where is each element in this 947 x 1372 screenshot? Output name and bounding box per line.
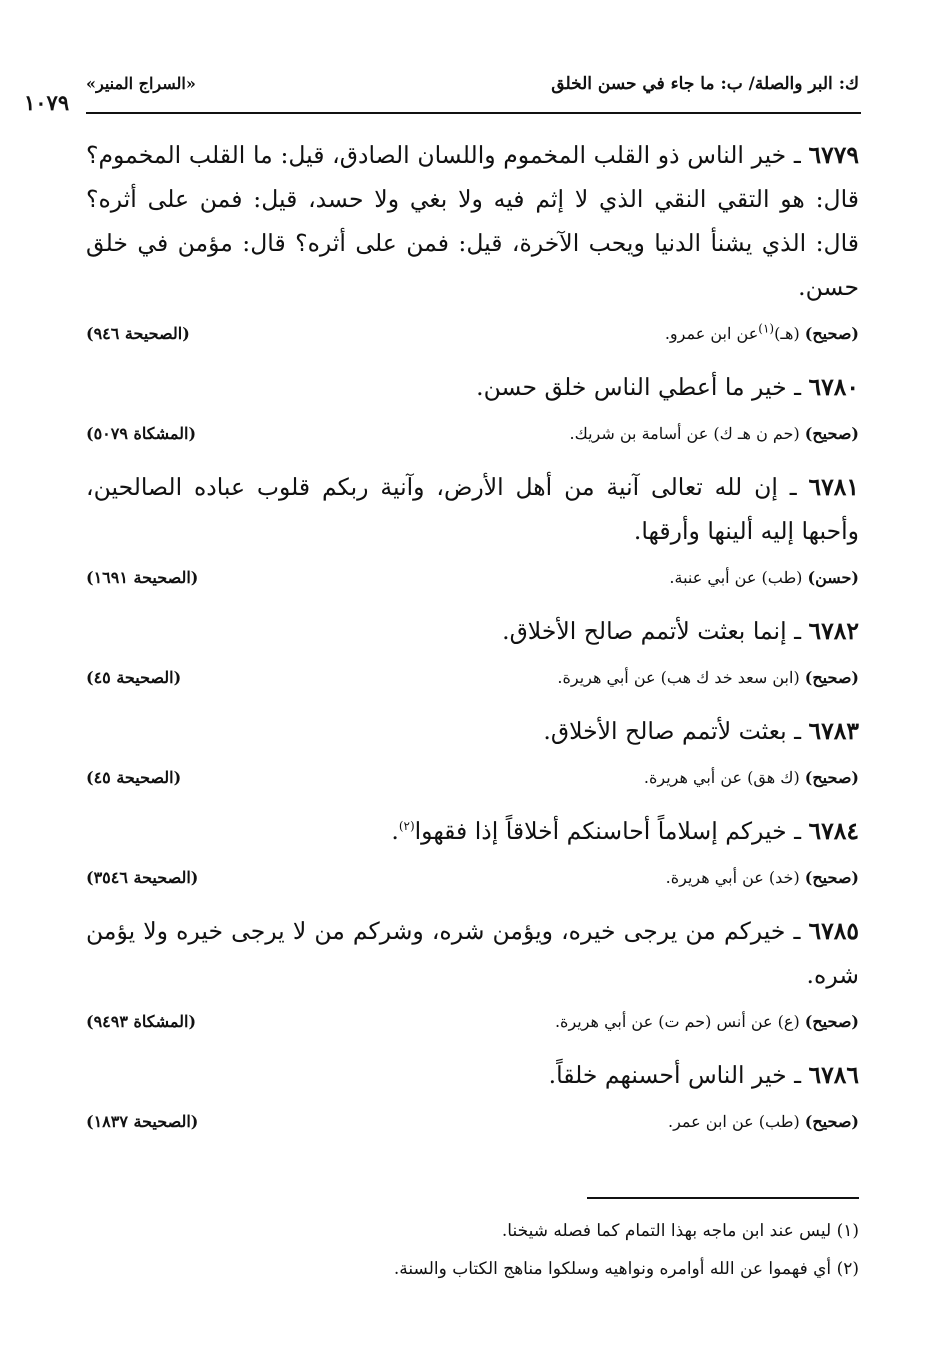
dash: ـ — [794, 717, 802, 745]
hadith-end: . — [391, 817, 399, 845]
header-divider — [86, 112, 861, 114]
hadith-entry — [86, 365, 859, 447]
hadith-entry — [86, 709, 859, 791]
hadith-text — [86, 1053, 859, 1097]
hadith-number: ٦٧٨٢ — [808, 617, 859, 645]
hadith-entry — [86, 133, 859, 347]
grade: (صحيح) — [804, 868, 859, 887]
hadith-text — [86, 465, 859, 553]
dash: ـ — [789, 473, 797, 501]
hadith-number: ٦٧٨١ — [808, 473, 860, 501]
reference: (الصحيحة ١٨٣٧) — [86, 1112, 199, 1131]
hadith-number: ٦٧٨٠ — [808, 373, 859, 401]
hadith-entry — [86, 809, 859, 891]
dash: ـ — [794, 373, 802, 401]
footnote-divider — [587, 1197, 859, 1199]
source: (حم ن هـ ك) عن أسامة بن شريك. — [569, 424, 800, 443]
grade-and-source — [665, 321, 859, 347]
hadith-body: خير الناس ذو القلب المخموم واللسان الصادق، قيل: ما القلب المخموم؟ قال: هو التقي النقي الذي لا إثم فيه ولا بغي ولا حسد، قيل: فمن على أثره؟ قال: الذي يشنأ الدنيا ويحب الآخرة، قيل: فمن على أثره؟ قال: مؤمن في خلق حسن. — [86, 141, 859, 301]
chapter-title: ك: البر والصلة/ ب: ما جاء في حسن الخلق — [551, 74, 859, 94]
footnote-text: ليس عند ابن ماجه بهذا التمام كما فصله شيخنا. — [501, 1221, 832, 1241]
source: (ك هق) عن أبي هريرة. — [643, 768, 800, 787]
hadith-text — [86, 709, 859, 753]
hadith-body: خير ما أعطي الناس خلق حسن. — [476, 373, 787, 401]
source-line — [86, 865, 859, 891]
source-line — [86, 565, 859, 591]
source: (خد) عن أبي هريرة. — [665, 868, 800, 887]
footnote-number: (١) — [836, 1221, 859, 1241]
source-collection: (هـ) — [774, 324, 800, 343]
source-line — [86, 1109, 859, 1135]
source: (ع) عن أنس (حم ت) عن أبي هريرة. — [554, 1012, 800, 1031]
source-line — [86, 665, 859, 691]
footnote-item — [200, 1212, 859, 1250]
source-line — [86, 1009, 859, 1035]
grade-and-source — [668, 1109, 859, 1135]
hadith-text — [86, 809, 859, 853]
source-narrator: عن ابن عمرو. — [664, 324, 759, 343]
hadith-body: خيركم من يرجى خيره، ويؤمن شره، وشركم من لا يرجى خيره ولا يؤمن شره. — [86, 917, 859, 989]
grade: (صحيح) — [804, 324, 859, 343]
hadith-text — [86, 365, 859, 409]
source: (طب) عن أبي عنبة. — [669, 568, 803, 587]
page-number: ١٠٧٩ — [24, 90, 70, 115]
reference: (المشكاة ٥٠٧٩) — [86, 424, 197, 443]
hadith-body: إن لله تعالى آنية من أهل الأرض، وآنية ربكم قلوب عباده الصالحين، وأحبها إليه ألينها وأرقها. — [86, 473, 859, 545]
hadith-number: ٦٧٨٥ — [808, 917, 859, 945]
hadith-entry — [86, 609, 859, 691]
hadith-entry — [86, 1053, 859, 1135]
hadith-entry — [86, 909, 859, 1035]
reference: (الصحيحة ٣٥٤٦) — [86, 868, 199, 887]
grade: (صحيح) — [804, 668, 859, 687]
hadith-body: خيركم إسلاماً أحاسنكم أخلاقاً إذا فقهوا — [414, 817, 787, 845]
footnote-item — [200, 1250, 859, 1288]
grade-and-source — [570, 421, 860, 447]
reference: (الصحيحة ١٦٩١) — [86, 568, 199, 587]
grade: (حسن) — [807, 568, 859, 587]
hadith-number: ٦٧٧٩ — [808, 141, 859, 169]
grade-and-source — [669, 565, 859, 591]
reference: (الصحيحة ٩٤٦) — [86, 324, 190, 343]
grade-and-source — [666, 865, 859, 891]
footnote-text: أي فهموا عن الله أوامره ونواهيه وسلكوا مناهج الكتاب والسنة. — [393, 1259, 832, 1279]
grade: (صحيح) — [804, 1112, 859, 1131]
hadith-body: بعثت لأتمم صالح الأخلاق. — [543, 717, 787, 745]
dash: ـ — [794, 617, 802, 645]
dash: ـ — [794, 817, 802, 845]
book-title: «السراج المنير» — [86, 74, 196, 93]
dash: ـ — [794, 1061, 802, 1089]
hadith-number: ٦٧٨٣ — [808, 717, 859, 745]
hadith-text — [86, 133, 859, 309]
dash: ـ — [793, 917, 801, 945]
grade-and-source — [644, 765, 859, 791]
hadith-number: ٦٧٨٦ — [808, 1061, 859, 1089]
hadith-body: إنما بعثت لأتمم صالح الأخلاق. — [502, 617, 787, 645]
hadith-text — [86, 609, 859, 653]
hadith-entry — [86, 465, 859, 591]
hadith-text — [86, 909, 859, 997]
source-line — [86, 421, 859, 447]
grade: (صحيح) — [804, 424, 859, 443]
source: (طب) عن ابن عمر. — [667, 1112, 800, 1131]
grade-and-source — [555, 1009, 859, 1035]
footnotes — [200, 1212, 859, 1288]
grade-and-source — [557, 665, 859, 691]
hadith-body: خير الناس أحسنهم خلقاً. — [548, 1061, 787, 1089]
source: (ابن سعد خد ك هب) عن أبي هريرة. — [557, 668, 800, 687]
source-line — [86, 765, 859, 791]
source-line — [86, 321, 859, 347]
hadith-number: ٦٧٨٤ — [808, 817, 859, 845]
reference: (المشكاة ٩٤٩٣) — [86, 1012, 197, 1031]
footnote-number: (٢) — [836, 1259, 859, 1279]
running-header — [24, 74, 859, 114]
reference: (الصحيحة ٤٥) — [86, 668, 182, 687]
grade: (صحيح) — [804, 1012, 859, 1031]
reference: (الصحيحة ٤٥) — [86, 768, 182, 787]
grade: (صحيح) — [804, 768, 859, 787]
hadith-list — [86, 133, 859, 1153]
footnote-mark: (٢) — [398, 819, 415, 834]
dash: ـ — [793, 141, 801, 169]
footnote-mark: (١) — [758, 321, 775, 336]
